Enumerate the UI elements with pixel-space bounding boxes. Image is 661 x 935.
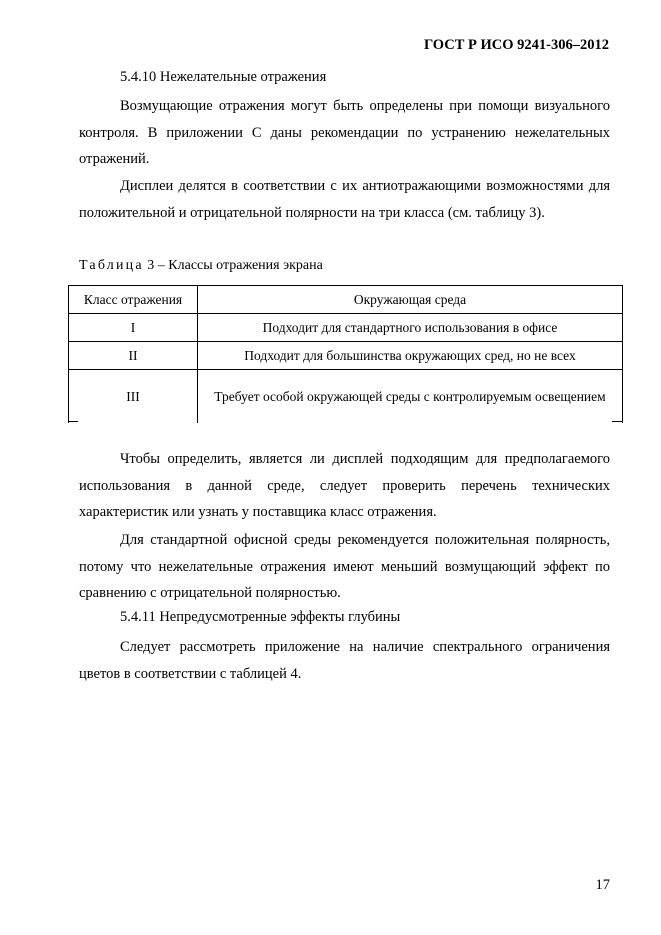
paragraph-positive-polarity: Для стандартной офисной среды рекомендуется положительная полярность, потому что нежелательные отражения имеют меньший возмущающий эффект по сравнению с отрицательной полярностью. [79,532,610,601]
section-heading-5-4-10: 5.4.10 Нежелательные отражения [120,69,327,85]
table-caption [79,258,323,274]
table-cell-environment: Подходит для стандартного использования в офисе [198,314,623,342]
table-caption-text: 3 – Классы отражения экрана [143,258,323,273]
table-cell-environment: Подходит для большинства окружающих сред, но не всех [198,342,623,370]
table-cell-class: III [69,370,198,424]
table-bottom-edge-left [68,421,78,422]
reflection-classes-table [68,285,623,423]
paragraph-display-classes: Дисплеи делятся в соответствии с их антиотражающими возможностями для положительной и отрицательной полярности на три класса (см. таблицу 3). [79,178,610,221]
table-header-row [69,286,623,314]
table-bottom-edge-right [612,421,623,422]
paragraph-disturbing-reflections: Возмущающие отражения могут быть определены при помощи визуального контроля. В приложении C даны рекомендации по устранению нежелательных отражений. [79,98,610,167]
table-row [69,314,623,342]
table-cell-environment: Требует особой окружающей среды с контролируемым освещением [198,370,623,424]
page-number: 17 [595,877,610,893]
section-heading-5-4-11: 5.4.11 Непредусмотренные эффекты глубины [120,609,401,625]
table-cell-class: II [69,342,198,370]
table-header-cell: Класс отражения [69,286,198,314]
table-header-cell: Окружающая среда [198,286,623,314]
table-cell-class: I [69,314,198,342]
paragraph-display-suitability: Чтобы определить, является ли дисплей подходящим для предполагаемого использования в данной среде, следует проверить перечень технических характеристик или узнать у поставщика класс отражения. [79,451,610,520]
table-row [69,370,623,424]
document-standard-header: ГОСТ Р ИСО 9241-306–2012 [423,37,609,53]
paragraph-spectral-limitation: Следует рассмотреть приложение на наличие спектрального ограничения цветов в соответствии с таблицей 4. [79,639,610,682]
table-row [69,342,623,370]
table-caption-label: Таблица [79,258,144,273]
